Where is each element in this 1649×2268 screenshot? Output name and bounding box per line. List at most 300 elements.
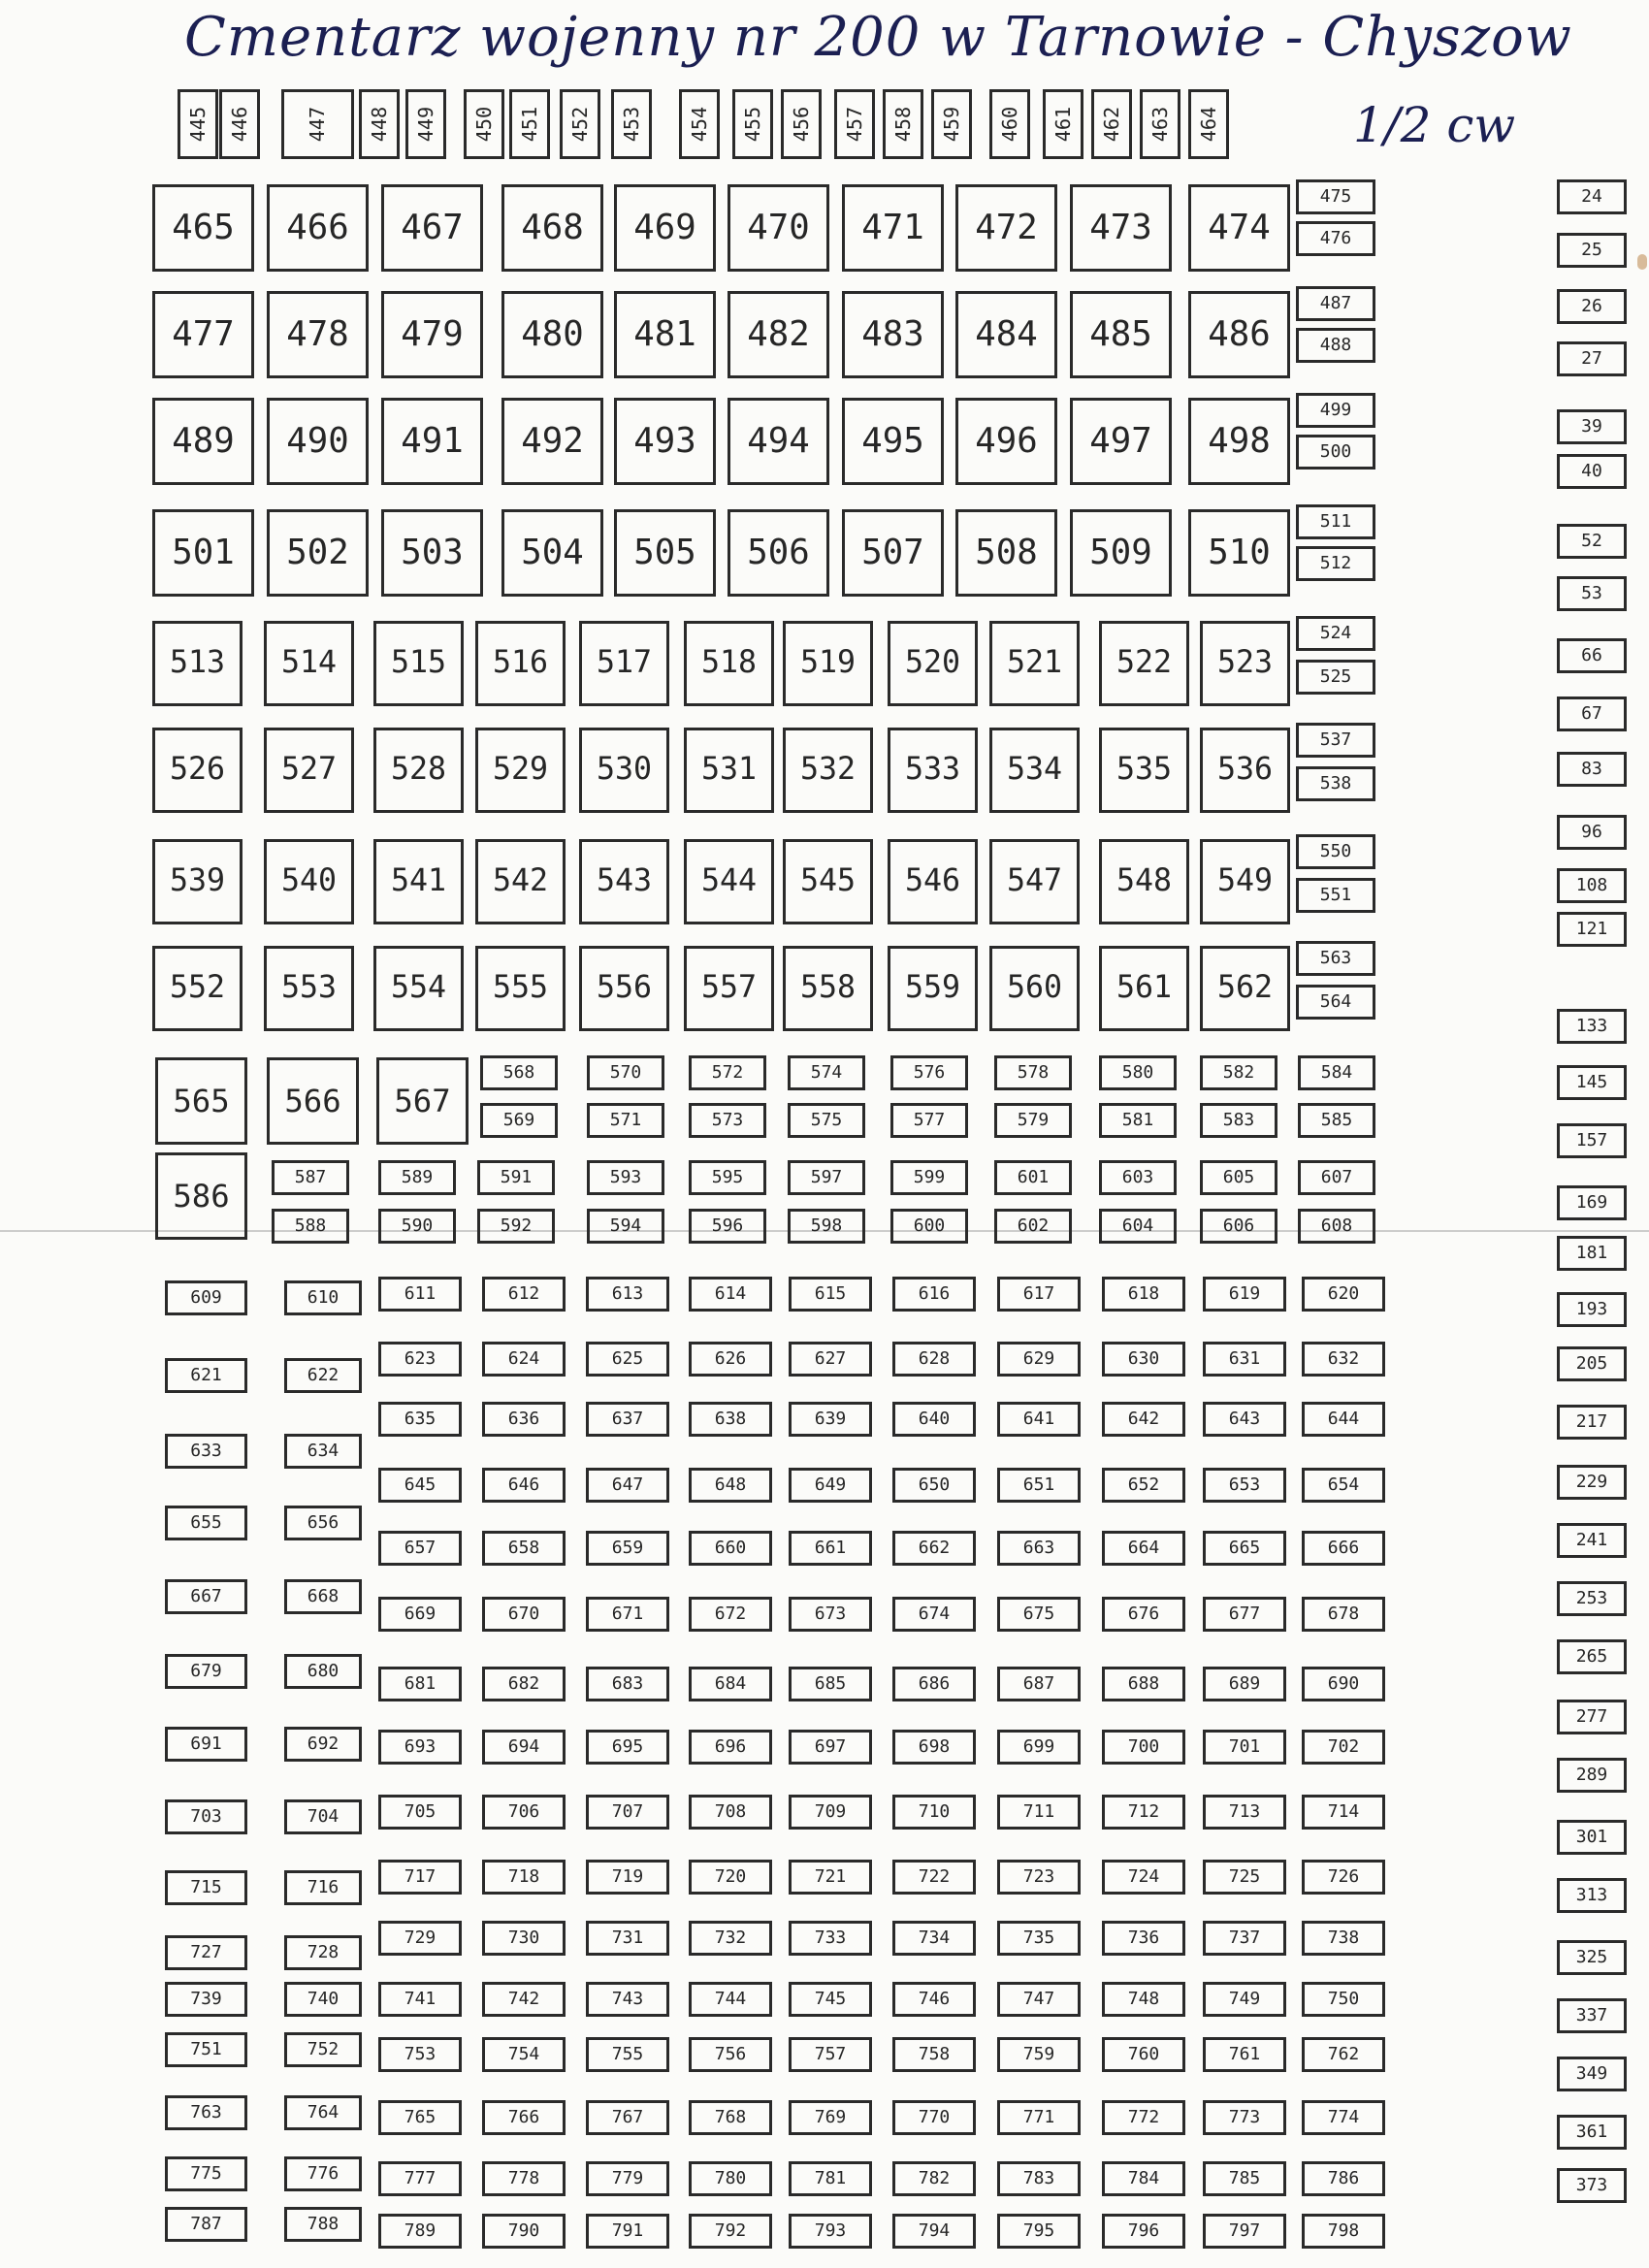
- grave-number: 540: [264, 839, 354, 924]
- header-grave-number: 457: [834, 89, 875, 159]
- grave-number: 485: [1070, 291, 1172, 378]
- header-grave-number: 455: [732, 89, 773, 159]
- stacked-grave-number: 578: [994, 1055, 1072, 1090]
- grave-number: 513: [152, 621, 242, 706]
- grave-number: 794: [892, 2214, 976, 2249]
- grave-number: 733: [789, 1921, 872, 1956]
- right-column-grave-number: 108: [1557, 868, 1627, 903]
- grave-number: 639: [789, 1402, 872, 1437]
- grave-number: 630: [1102, 1342, 1185, 1377]
- paired-grave-number: 563: [1296, 941, 1375, 976]
- grave-number: 483: [842, 291, 944, 378]
- stacked-grave-number: 568: [480, 1055, 558, 1090]
- grave-number: 757: [789, 2037, 872, 2072]
- grave-number: 688: [1102, 1667, 1185, 1701]
- grave-number: 523: [1200, 621, 1290, 706]
- right-column-grave-number: 325: [1557, 1940, 1627, 1975]
- right-column-grave-number: 253: [1557, 1581, 1627, 1616]
- grave-number: 489: [152, 398, 254, 485]
- grave-number: 657: [378, 1531, 462, 1566]
- grave-number: 510: [1188, 509, 1290, 597]
- grave-number: 773: [1203, 2100, 1286, 2135]
- grave-number: 544: [684, 839, 774, 924]
- grave-number: 497: [1070, 398, 1172, 485]
- right-column-grave-number: 157: [1557, 1123, 1627, 1158]
- grave-number: 661: [789, 1531, 872, 1566]
- right-column-grave-number: 145: [1557, 1065, 1627, 1100]
- grave-number: 514: [264, 621, 354, 706]
- grave-number: 478: [267, 291, 369, 378]
- stacked-grave-number: 600: [890, 1209, 968, 1244]
- grave-number: 744: [689, 1982, 772, 2017]
- right-column-grave-number: 133: [1557, 1009, 1627, 1044]
- paired-grave-number: 537: [1296, 723, 1375, 758]
- left-grave-number: 787: [165, 2207, 247, 2242]
- grave-number: 753: [378, 2037, 462, 2072]
- paired-grave-number: 511: [1296, 504, 1375, 539]
- grave-number: 676: [1102, 1597, 1185, 1632]
- right-column-grave-number: 181: [1557, 1236, 1627, 1271]
- grave-number: 562: [1200, 946, 1290, 1031]
- grave-number: 708: [689, 1795, 772, 1830]
- grave-number: 665: [1203, 1531, 1286, 1566]
- grave-number: 509: [1070, 509, 1172, 597]
- plan-title: Cmentarz wojenny nr 200 w Tarnowie - Chyszow: [184, 6, 1572, 69]
- grave-number: 641: [997, 1402, 1081, 1437]
- grave-number: 712: [1102, 1795, 1185, 1830]
- right-column-grave-number: 205: [1557, 1346, 1627, 1381]
- grave-number: 644: [1302, 1402, 1385, 1437]
- grave-number: 470: [728, 184, 829, 272]
- grave-number: 754: [482, 2037, 566, 2072]
- grave-number: 702: [1302, 1730, 1385, 1765]
- stacked-grave-number: 597: [788, 1160, 865, 1195]
- grave-number: 660: [689, 1531, 772, 1566]
- grave-number: 700: [1102, 1730, 1185, 1765]
- left-grave-number: 727: [165, 1935, 247, 1970]
- grave-number: 503: [381, 509, 483, 597]
- grave-number: 729: [378, 1921, 462, 1956]
- left-grave-number: 610: [284, 1280, 362, 1315]
- grave-number: 732: [689, 1921, 772, 1956]
- grave-number: 474: [1188, 184, 1290, 272]
- grave-number: 747: [997, 1982, 1081, 2017]
- grave-number: 735: [997, 1921, 1081, 1956]
- paired-grave-number: 524: [1296, 616, 1375, 651]
- header-grave-number: 449: [405, 89, 446, 159]
- header-grave-number: 458: [883, 89, 923, 159]
- paired-grave-number: 564: [1296, 985, 1375, 1020]
- grave-number: 672: [689, 1597, 772, 1632]
- grave-number: 779: [586, 2161, 669, 2196]
- grave-number: 617: [997, 1277, 1081, 1312]
- grave-number: 519: [783, 621, 873, 706]
- left-grave-number: 692: [284, 1727, 362, 1762]
- stacked-grave-number: 591: [477, 1160, 555, 1195]
- grave-number: 642: [1102, 1402, 1185, 1437]
- stacked-grave-number: 601: [994, 1160, 1072, 1195]
- grave-number: 614: [689, 1277, 772, 1312]
- header-grave-number: 452: [560, 89, 600, 159]
- grave-number: 504: [501, 509, 603, 597]
- stacked-grave-number: 588: [272, 1209, 349, 1244]
- grave-number: 666: [1302, 1531, 1385, 1566]
- grave-number: 791: [586, 2214, 669, 2249]
- grave-number: 698: [892, 1730, 976, 1765]
- grave-number: 694: [482, 1730, 566, 1765]
- grave-number: 567: [376, 1057, 469, 1145]
- grave-number: 768: [689, 2100, 772, 2135]
- grave-number: 490: [267, 398, 369, 485]
- grave-number: 636: [482, 1402, 566, 1437]
- left-grave-number: 691: [165, 1727, 247, 1762]
- grave-number: 632: [1302, 1342, 1385, 1377]
- grave-number: 782: [892, 2161, 976, 2196]
- grave-number: 707: [586, 1795, 669, 1830]
- right-column-grave-number: 289: [1557, 1758, 1627, 1793]
- grave-number: 479: [381, 291, 483, 378]
- grave-number: 755: [586, 2037, 669, 2072]
- grave-number: 501: [152, 509, 254, 597]
- left-grave-number: 655: [165, 1506, 247, 1540]
- grave-number: 654: [1302, 1468, 1385, 1503]
- grave-number: 736: [1102, 1921, 1185, 1956]
- grave-number: 493: [614, 398, 716, 485]
- stacked-grave-number: 574: [788, 1055, 865, 1090]
- header-grave-number: 447: [281, 89, 354, 159]
- grave-number: 480: [501, 291, 603, 378]
- grave-number: 738: [1302, 1921, 1385, 1956]
- grave-number: 468: [501, 184, 603, 272]
- paired-grave-number: 475: [1296, 179, 1375, 214]
- stacked-grave-number: 606: [1200, 1209, 1277, 1244]
- grave-number: 790: [482, 2214, 566, 2249]
- grave-number: 521: [989, 621, 1080, 706]
- stacked-grave-number: 572: [689, 1055, 766, 1090]
- grave-number: 792: [689, 2214, 772, 2249]
- right-column-grave-number: 40: [1557, 454, 1627, 489]
- grave-number: 758: [892, 2037, 976, 2072]
- grave-number: 651: [997, 1468, 1081, 1503]
- stacked-grave-number: 581: [1099, 1103, 1177, 1138]
- grave-number: 762: [1302, 2037, 1385, 2072]
- grave-number: 618: [1102, 1277, 1185, 1312]
- grave-number: 546: [888, 839, 978, 924]
- right-column-grave-number: 24: [1557, 179, 1627, 214]
- grave-number: 737: [1203, 1921, 1286, 1956]
- paired-grave-number: 476: [1296, 221, 1375, 256]
- grave-number: 767: [586, 2100, 669, 2135]
- grave-number: 539: [152, 839, 242, 924]
- grave-number: 689: [1203, 1667, 1286, 1701]
- right-column-grave-number: 277: [1557, 1700, 1627, 1734]
- grave-number: 505: [614, 509, 716, 597]
- grave-number: 496: [955, 398, 1057, 485]
- grave-number: 472: [955, 184, 1057, 272]
- grave-number: 515: [373, 621, 464, 706]
- grave-number: 650: [892, 1468, 976, 1503]
- right-column-grave-number: 349: [1557, 2057, 1627, 2091]
- grave-number: 687: [997, 1667, 1081, 1701]
- right-column-grave-number: 26: [1557, 289, 1627, 324]
- grave-number: 522: [1099, 621, 1189, 706]
- grave-number: 741: [378, 1982, 462, 2017]
- grave-number: 541: [373, 839, 464, 924]
- grave-number: 494: [728, 398, 829, 485]
- grave-number: 554: [373, 946, 464, 1031]
- grave-number: 690: [1302, 1667, 1385, 1701]
- paired-grave-number: 538: [1296, 766, 1375, 801]
- grave-number: 772: [1102, 2100, 1185, 2135]
- header-grave-number: 453: [611, 89, 652, 159]
- grave-number: 706: [482, 1795, 566, 1830]
- grave-number: 557: [684, 946, 774, 1031]
- plan-subtitle: 1/2 cw: [1353, 97, 1516, 153]
- grave-number: 612: [482, 1277, 566, 1312]
- grave-number: 626: [689, 1342, 772, 1377]
- grave-number: 684: [689, 1667, 772, 1701]
- grave-number: 545: [783, 839, 873, 924]
- grave-number: 780: [689, 2161, 772, 2196]
- grave-number: 743: [586, 1982, 669, 2017]
- grave-number: 628: [892, 1342, 976, 1377]
- grave-number: 508: [955, 509, 1057, 597]
- grave-number: 674: [892, 1597, 976, 1632]
- stacked-grave-number: 570: [587, 1055, 664, 1090]
- grave-number: 759: [997, 2037, 1081, 2072]
- header-grave-number: 461: [1043, 89, 1083, 159]
- grave-number: 756: [689, 2037, 772, 2072]
- grave-number: 673: [789, 1597, 872, 1632]
- grave-number: 486: [1188, 291, 1290, 378]
- header-grave-number: 464: [1188, 89, 1229, 159]
- grave-number: 696: [689, 1730, 772, 1765]
- left-grave-number: 716: [284, 1870, 362, 1905]
- grave-number: 647: [586, 1468, 669, 1503]
- stacked-grave-number: 569: [480, 1103, 558, 1138]
- grave-number: 769: [789, 2100, 872, 2135]
- right-column-grave-number: 241: [1557, 1523, 1627, 1558]
- stacked-grave-number: 575: [788, 1103, 865, 1138]
- right-column-grave-number: 52: [1557, 524, 1627, 559]
- grave-number: 793: [789, 2214, 872, 2249]
- grave-number: 560: [989, 946, 1080, 1031]
- grave-number: 616: [892, 1277, 976, 1312]
- grave-number: 559: [888, 946, 978, 1031]
- left-grave-number: 752: [284, 2032, 362, 2067]
- left-grave-number: 739: [165, 1982, 247, 2017]
- grave-number: 742: [482, 1982, 566, 2017]
- grave-number: 484: [955, 291, 1057, 378]
- right-column-grave-number: 361: [1557, 2115, 1627, 2150]
- grave-number: 693: [378, 1730, 462, 1765]
- left-grave-number: 680: [284, 1654, 362, 1689]
- stacked-grave-number: 589: [378, 1160, 456, 1195]
- grave-number: 620: [1302, 1277, 1385, 1312]
- stacked-grave-number: 593: [587, 1160, 664, 1195]
- grave-number: 681: [378, 1667, 462, 1701]
- grave-number: 648: [689, 1468, 772, 1503]
- left-grave-number: 728: [284, 1935, 362, 1970]
- grave-number: 699: [997, 1730, 1081, 1765]
- grave-number: 531: [684, 728, 774, 813]
- grave-number: 719: [586, 1860, 669, 1895]
- grave-number: 669: [378, 1597, 462, 1632]
- grave-number: 678: [1302, 1597, 1385, 1632]
- grave-number: 637: [586, 1402, 669, 1437]
- stacked-grave-number: 605: [1200, 1160, 1277, 1195]
- left-grave-number: 704: [284, 1799, 362, 1834]
- paired-grave-number: 499: [1296, 393, 1375, 428]
- grave-number: 529: [475, 728, 566, 813]
- left-grave-number: 609: [165, 1280, 247, 1315]
- grave-number: 467: [381, 184, 483, 272]
- grave-number: 649: [789, 1468, 872, 1503]
- grave-number: 556: [579, 946, 669, 1031]
- right-column-grave-number: 121: [1557, 912, 1627, 947]
- paired-grave-number: 525: [1296, 660, 1375, 695]
- grave-number: 586: [155, 1152, 247, 1240]
- grave-number: 482: [728, 291, 829, 378]
- grave-number: 624: [482, 1342, 566, 1377]
- left-grave-number: 740: [284, 1982, 362, 2017]
- right-column-grave-number: 229: [1557, 1465, 1627, 1500]
- paper-stain: [1637, 254, 1647, 270]
- grave-number: 473: [1070, 184, 1172, 272]
- header-grave-number: 456: [781, 89, 822, 159]
- paired-grave-number: 512: [1296, 546, 1375, 581]
- stacked-grave-number: 579: [994, 1103, 1072, 1138]
- right-column-grave-number: 313: [1557, 1878, 1627, 1913]
- paired-grave-number: 500: [1296, 435, 1375, 470]
- grave-number: 507: [842, 509, 944, 597]
- grave-number: 724: [1102, 1860, 1185, 1895]
- left-grave-number: 634: [284, 1434, 362, 1469]
- left-grave-number: 679: [165, 1654, 247, 1689]
- right-column-grave-number: 337: [1557, 1998, 1627, 2033]
- stacked-grave-number: 582: [1200, 1055, 1277, 1090]
- right-column-grave-number: 193: [1557, 1292, 1627, 1327]
- grave-number: 629: [997, 1342, 1081, 1377]
- grave-number: 726: [1302, 1860, 1385, 1895]
- grave-number: 781: [789, 2161, 872, 2196]
- grave-number: 796: [1102, 2214, 1185, 2249]
- grave-number: 701: [1203, 1730, 1286, 1765]
- header-grave-number: 462: [1091, 89, 1132, 159]
- header-grave-number: 460: [989, 89, 1030, 159]
- right-column-grave-number: 301: [1557, 1820, 1627, 1855]
- grave-number: 722: [892, 1860, 976, 1895]
- right-column-grave-number: 27: [1557, 341, 1627, 376]
- grave-number: 555: [475, 946, 566, 1031]
- stacked-grave-number: 599: [890, 1160, 968, 1195]
- grave-number: 534: [989, 728, 1080, 813]
- right-column-grave-number: 67: [1557, 697, 1627, 731]
- grave-number: 717: [378, 1860, 462, 1895]
- grave-number: 770: [892, 2100, 976, 2135]
- right-column-grave-number: 373: [1557, 2168, 1627, 2203]
- right-column-grave-number: 169: [1557, 1185, 1627, 1220]
- grave-number: 631: [1203, 1342, 1286, 1377]
- grave-number: 498: [1188, 398, 1290, 485]
- grave-number: 697: [789, 1730, 872, 1765]
- grave-number: 526: [152, 728, 242, 813]
- stacked-grave-number: 596: [689, 1209, 766, 1244]
- stacked-grave-number: 585: [1298, 1103, 1375, 1138]
- grave-number: 725: [1203, 1860, 1286, 1895]
- grave-number: 797: [1203, 2214, 1286, 2249]
- grave-number: 615: [789, 1277, 872, 1312]
- right-column-grave-number: 83: [1557, 752, 1627, 787]
- left-grave-number: 621: [165, 1358, 247, 1393]
- grave-number: 723: [997, 1860, 1081, 1895]
- right-column-grave-number: 217: [1557, 1405, 1627, 1440]
- left-grave-number: 751: [165, 2032, 247, 2067]
- stacked-grave-number: 592: [477, 1209, 555, 1244]
- grave-number: 786: [1302, 2161, 1385, 2196]
- grave-number: 652: [1102, 1468, 1185, 1503]
- grave-number: 777: [378, 2161, 462, 2196]
- left-grave-number: 715: [165, 1870, 247, 1905]
- grave-number: 785: [1203, 2161, 1286, 2196]
- grave-number: 527: [264, 728, 354, 813]
- grave-number: 778: [482, 2161, 566, 2196]
- grave-number: 710: [892, 1795, 976, 1830]
- grave-number: 766: [482, 2100, 566, 2135]
- left-grave-number: 776: [284, 2156, 362, 2191]
- grave-number: 466: [267, 184, 369, 272]
- grave-number: 771: [997, 2100, 1081, 2135]
- grave-number: 658: [482, 1531, 566, 1566]
- grave-number: 718: [482, 1860, 566, 1895]
- stacked-grave-number: 573: [689, 1103, 766, 1138]
- grave-number: 670: [482, 1597, 566, 1632]
- grave-number: 530: [579, 728, 669, 813]
- grave-number: 714: [1302, 1795, 1385, 1830]
- grave-number: 686: [892, 1667, 976, 1701]
- header-grave-number: 445: [178, 89, 218, 159]
- grave-number: 682: [482, 1667, 566, 1701]
- grave-number: 746: [892, 1982, 976, 2017]
- left-grave-number: 788: [284, 2207, 362, 2242]
- grave-number: 774: [1302, 2100, 1385, 2135]
- stacked-grave-number: 580: [1099, 1055, 1177, 1090]
- grave-number: 535: [1099, 728, 1189, 813]
- grave-number: 492: [501, 398, 603, 485]
- grave-number: 516: [475, 621, 566, 706]
- grave-number: 517: [579, 621, 669, 706]
- grave-number: 745: [789, 1982, 872, 2017]
- right-column-grave-number: 25: [1557, 233, 1627, 268]
- stacked-grave-number: 598: [788, 1209, 865, 1244]
- left-grave-number: 668: [284, 1579, 362, 1614]
- grave-number: 705: [378, 1795, 462, 1830]
- grave-number: 645: [378, 1468, 462, 1503]
- grave-number: 789: [378, 2214, 462, 2249]
- grave-number: 518: [684, 621, 774, 706]
- grave-number: 675: [997, 1597, 1081, 1632]
- grave-number: 720: [689, 1860, 772, 1895]
- header-grave-number: 448: [359, 89, 400, 159]
- grave-number: 520: [888, 621, 978, 706]
- stacked-grave-number: 595: [689, 1160, 766, 1195]
- left-grave-number: 667: [165, 1579, 247, 1614]
- stacked-grave-number: 590: [378, 1209, 456, 1244]
- grave-number: 481: [614, 291, 716, 378]
- grave-number: 543: [579, 839, 669, 924]
- stacked-grave-number: 583: [1200, 1103, 1277, 1138]
- right-column-grave-number: 265: [1557, 1639, 1627, 1674]
